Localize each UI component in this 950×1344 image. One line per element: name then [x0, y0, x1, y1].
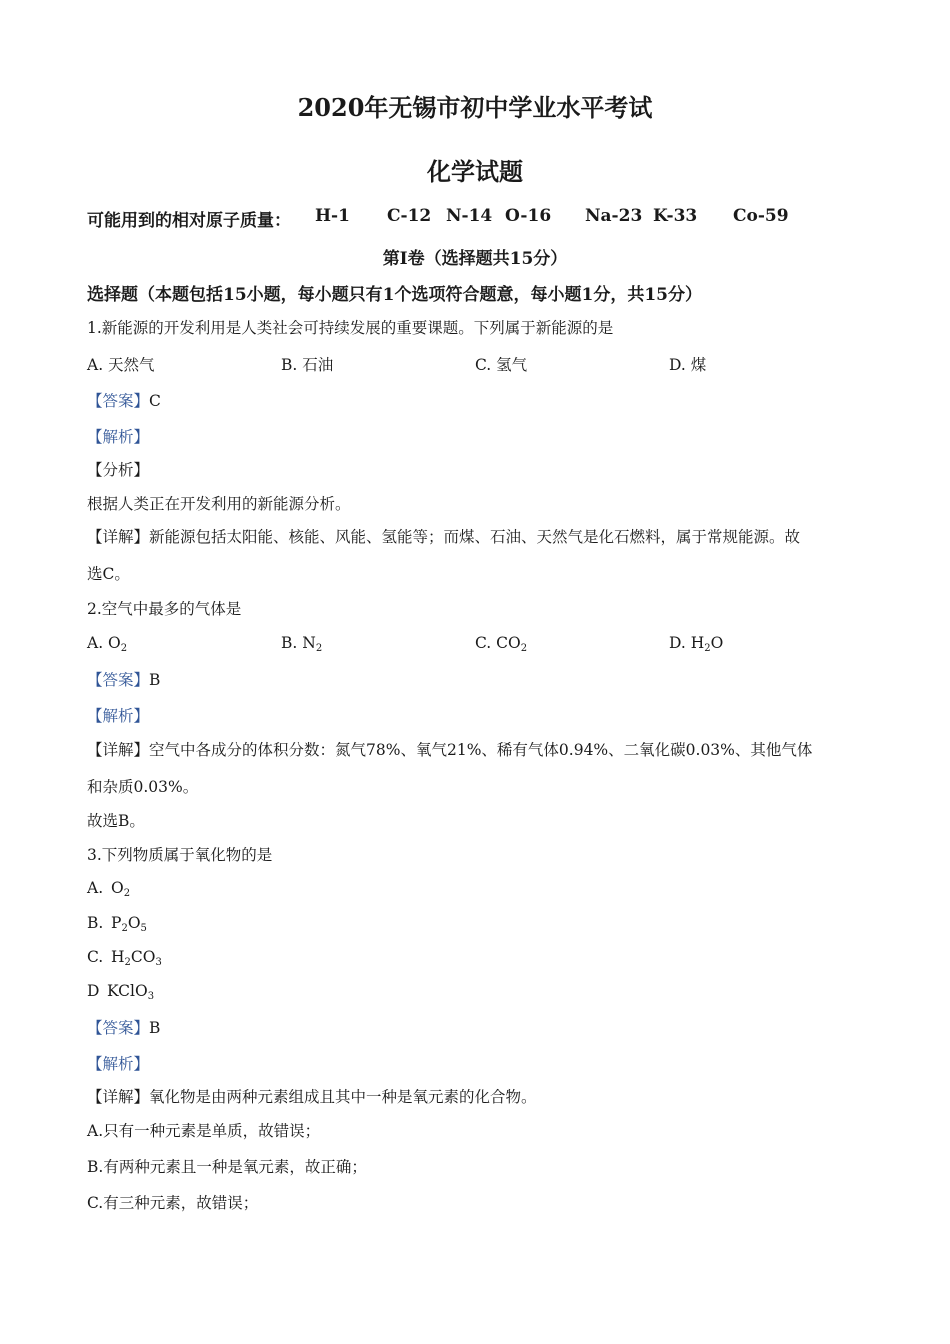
q1-option-c: C. 氢气	[475, 356, 528, 374]
q2-option-a: A. $O_2$	[87, 634, 128, 654]
q3-line-c: C.有三种元素，故错误；	[87, 1194, 259, 1212]
q2-conclusion: 故选B。	[87, 812, 145, 830]
atomic-mass-item: Na-23	[585, 206, 643, 226]
answer-tag: 【答案】	[87, 1019, 150, 1037]
q1-detail-line2: 选C。	[87, 565, 130, 583]
detail-tag: 【详解】	[87, 741, 150, 759]
q3-option-a: A. $O_2$	[87, 879, 131, 899]
atomic-mass-item: N-14	[446, 206, 493, 226]
q2-stem: 2.空气中最多的气体是	[87, 600, 242, 618]
detail-text: 空气中各成分的体积分数：氮气78%、氧气21%、稀有气体0.94%、二氧化碳0.03%、其他气体	[149, 741, 813, 759]
detail-tag: 【详解】	[87, 1088, 150, 1106]
exam-title: 2020年无锡市初中学业水平考试	[297, 93, 653, 122]
q3-line-b: B.有两种元素且一种是氧元素，故正确；	[87, 1158, 367, 1176]
q1-options	[87, 353, 847, 375]
answer-tag: 【答案】	[87, 392, 150, 410]
q3-option-c: C. $H_2CO_3$	[87, 948, 162, 968]
q3-answer	[87, 1016, 160, 1038]
q3-line-a: A.只有一种元素是单质，故错误；	[87, 1122, 321, 1140]
atomic-mass-line	[87, 206, 887, 230]
answer-value: B	[149, 1019, 161, 1037]
q1-analysis-tag: 【解析】	[87, 428, 150, 446]
q1-option-d: D. 煤	[669, 356, 707, 374]
q1-answer	[87, 389, 161, 411]
q1-detail-line1	[87, 525, 800, 547]
section-instruction: 选择题（本题包括15小题，每小题只有1个选项符合题意，每小题1分，共15分）	[87, 285, 702, 305]
q1-option-b: B. 石油	[281, 356, 334, 374]
atomic-mass-label: 可能用到的相对原子质量：	[87, 211, 291, 231]
section-title: 第I卷（选择题共15分）	[382, 249, 568, 269]
detail-text: 新能源包括太阳能、核能、风能、氢能等；而煤、石油、天然气是化石燃料，属于常规能源。故	[149, 528, 801, 546]
exam-subtitle: 化学试题	[427, 157, 523, 186]
q2-options	[87, 634, 847, 656]
q2-option-c: C. $CO_2$	[475, 634, 528, 654]
detail-tag: 【详解】	[87, 528, 150, 546]
q2-option-b: B. $N_2$	[281, 634, 323, 654]
q3-stem: 3.下列物质属于氧化物的是	[87, 846, 273, 864]
q3-analysis-tag: 【解析】	[87, 1055, 150, 1073]
q3-detail	[87, 1085, 537, 1107]
q1-fenxi: 根据人类正在开发利用的新能源分析。	[87, 495, 351, 513]
atomic-mass-item: Co-59	[733, 206, 789, 226]
q1-fenxi-tag: 【分析】	[87, 461, 150, 479]
q1-option-a: A. 天然气	[87, 356, 155, 374]
detail-text: 氧化物是由两种元素组成且其中一种是氧元素的化合物。	[149, 1088, 537, 1106]
atomic-mass-item: O-16	[505, 206, 552, 226]
q3-option-d: D KClO$_3$	[87, 982, 155, 1002]
answer-tag: 【答案】	[87, 671, 150, 689]
q2-detail-line2: 和杂质0.03%。	[87, 778, 199, 796]
q2-detail-line1	[87, 738, 812, 760]
atomic-mass-item: H-1	[315, 206, 350, 226]
q1-stem: 1.新能源的开发利用是人类社会可持续发展的重要课题。下列属于新能源的是	[87, 319, 614, 337]
atomic-mass-item: K-33	[653, 206, 698, 226]
q3-option-b: B. $P_2O_5$	[87, 914, 147, 934]
answer-value: C	[149, 392, 161, 410]
q2-option-d: D. $H_2O$	[669, 634, 724, 654]
answer-value: B	[149, 671, 161, 689]
q2-analysis-tag: 【解析】	[87, 707, 150, 725]
atomic-mass-item: C-12	[387, 206, 432, 226]
q2-answer	[87, 668, 160, 690]
